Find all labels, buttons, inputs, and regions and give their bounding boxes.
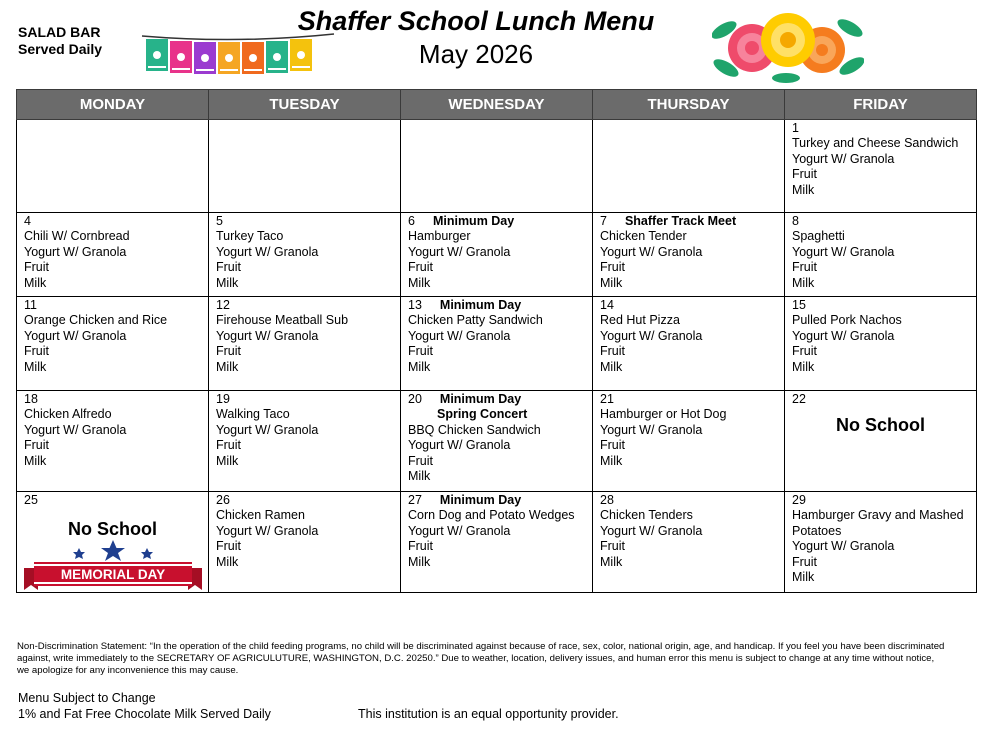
page-title: Shaffer School Lunch Menu [297,6,655,36]
day-cell-11 [17,297,209,391]
day-number: 19 [216,392,230,406]
menu-item: Firehouse Meatball Sub [216,313,349,328]
day-cell-19 [209,391,401,492]
menu-item: BBQ Chicken Sandwich [408,422,541,437]
day-number: 18 [24,392,38,406]
week-row [17,120,977,213]
day-cell-12 [209,297,401,391]
menu-item: Yogurt W/ Granola [24,244,127,259]
day-number: 7 [600,214,607,228]
menu-item: Yogurt W/ Granola [408,244,511,259]
day-number: 8 [792,214,799,228]
menu-calendar [16,89,977,593]
menu-item: Yogurt W/ Granola [600,244,703,259]
menu-item: Fruit [24,344,49,359]
menu-item: Chicken Tender [600,229,687,244]
day-cell-5 [209,213,401,297]
day-cell-empty [209,120,401,213]
menu-item: Fruit [24,438,49,453]
day-number: 4 [24,214,31,228]
menu-item: Milk [600,453,623,468]
day-cell-13 [401,297,593,391]
menu-item: Fruit [216,344,241,359]
menu-item: Yogurt W/ Granola [600,523,703,538]
menu-item: Fruit [408,260,433,275]
menu-item: Fruit [24,260,49,275]
menu-item: Fruit [408,453,433,468]
menu-item: Yogurt W/ Granola [600,328,703,343]
day-cell-20 [401,391,593,492]
menu-item: Chicken Tenders [600,508,693,523]
menu-item: Yogurt W/ Granola [792,539,895,554]
day-header [408,298,585,313]
day-header [408,214,585,229]
menu-item: Yogurt W/ Granola [216,244,319,259]
week-row [17,297,977,391]
menu-item: Orange Chicken and Rice [24,313,168,328]
menu-item: Fruit [792,554,817,569]
menu-item: Milk [600,554,623,569]
day-number: 29 [792,493,806,507]
day-note: Minimum Day [439,298,522,312]
day-note-secondary: Spring Concert [437,407,528,422]
day-cell-29 [785,492,977,593]
day-cell-7 [593,213,785,297]
day-cell-1 [785,120,977,213]
menu-item: Yogurt W/ Granola [600,422,703,437]
day-number: 21 [600,392,614,406]
menu-item: Fruit [216,260,241,275]
day-header [408,493,585,508]
day-cell-14 [593,297,785,391]
day-number: 6 [408,214,415,228]
menu-item: Corn Dog and Potato Wedges [408,508,575,523]
day-number: 13 [408,298,422,312]
menu-item: Milk [600,359,623,374]
menu-item: Milk [216,554,239,569]
menu-item: Milk [216,275,239,290]
day-number: 1 [792,121,799,135]
week-row [17,213,977,297]
menu-item: Fruit [408,539,433,554]
day-number: 11 [24,298,37,312]
menu-item: Milk [216,453,239,468]
menu-item: Fruit [600,344,625,359]
day-number: 22 [792,392,806,406]
day-cell-15 [785,297,977,391]
menu-item: Fruit [792,167,817,182]
header-tuesday: TUESDAY [209,90,401,120]
menu-item: Milk [792,275,815,290]
day-cell-empty [17,120,209,213]
header-friday: FRIDAY [785,90,977,120]
menu-item: Milk [600,275,623,290]
menu-item: Milk [792,359,815,374]
day-number: 12 [216,298,230,312]
menu-item: Chili W/ Cornbread [24,229,130,244]
day-number: 20 [408,392,422,406]
menu-item: Yogurt W/ Granola [408,523,511,538]
day-cell-empty [401,120,593,213]
non-discrimination-statement: Non-Discrimination Statement: “In the operation of the child feeding programs, no child will be discriminated against because of race, sex, color, national origin, age, and handicap. If you feel you have been discriminated against, write immediately to the SECRETARY OF AGRICULUTURE, WASHINGTON, D.C. 20250.” Due to weather, location, delivery issues, and human error this menu is subject to change at any time without notice, we apologize for any inconvenience this may cause. [17,641,945,676]
menu-item: Fruit [216,539,241,554]
menu-item: Fruit [600,260,625,275]
menu-item: Milk [408,469,431,484]
day-cell-28 [593,492,785,593]
day-number: 14 [600,298,614,312]
menu-item: Hamburger or Hot Dog [600,407,727,422]
menu-item: Fruit [600,438,625,453]
day-number: 5 [216,214,223,228]
day-cell-8 [785,213,977,297]
equal-opportunity-note: This institution is an equal opportunity provider. [358,707,619,721]
menu-item: Yogurt W/ Granola [792,151,895,166]
memorial-day-text: MEMORIAL DAY [60,567,166,582]
week-row [17,391,977,492]
salad-bar-label: SALAD BAR [18,24,101,40]
menu-item: Milk [24,275,47,290]
menu-item: Yogurt W/ Granola [792,328,895,343]
memorial-day-banner-icon [24,540,202,596]
menu-item: Milk [792,182,815,197]
menu-item: Milk [408,554,431,569]
day-header [600,214,777,229]
menu-item: Yogurt W/ Granola [792,244,895,259]
menu-item: Turkey and Cheese Sandwich [792,136,959,151]
menu-item: Yogurt W/ Granola [216,422,319,437]
day-number: 26 [216,493,230,507]
served-daily-label: Served Daily [18,41,103,57]
menu-item: Fruit [792,344,817,359]
menu-item: Yogurt W/ Granola [408,438,511,453]
menu-item: Yogurt W/ Granola [408,328,511,343]
day-note: Shaffer Track Meet [624,214,737,228]
menu-item: Chicken Ramen [216,508,305,523]
menu-item: Milk [24,453,47,468]
menu-item: Chicken Patty Sandwich [408,313,543,328]
day-note: Minimum Day [439,392,522,406]
menu-item: Chicken Alfredo [24,407,112,422]
no-school-label: No School [68,519,157,539]
day-cell-6 [401,213,593,297]
weekday-header-row [17,90,977,120]
day-number: 28 [600,493,614,507]
menu-item: Fruit [408,344,433,359]
day-number: 15 [792,298,806,312]
menu-item: Hamburger [408,229,471,244]
day-cell-empty [593,120,785,213]
day-cell-22 [785,391,977,492]
day-number: 25 [24,493,38,507]
menu-item: Yogurt W/ Granola [24,328,127,343]
day-cell-26 [209,492,401,593]
day-cell-18 [17,391,209,492]
menu-item: Fruit [792,260,817,275]
menu-item: Milk [792,570,815,585]
menu-item: Milk [216,359,239,374]
menu-item: Milk [24,359,47,374]
menu-item: Yogurt W/ Granola [216,523,319,538]
milk-note: 1% and Fat Free Chocolate Milk Served Daily [18,707,271,721]
menu-item: Walking Taco [216,407,290,422]
salad-bar-note [18,24,102,58]
flowers-decoration-icon [712,6,864,86]
menu-item: Red Hut Pizza [600,313,680,328]
menu-item: Spaghetti [792,229,845,244]
week-row [17,492,977,593]
menu-item: Milk [408,359,431,374]
day-note: Minimum Day [432,214,515,228]
day-note: Minimum Day [439,493,522,507]
header-wednesday: WEDNESDAY [401,90,593,120]
day-cell-25 [17,492,209,593]
menu-item: Milk [408,275,431,290]
menu-item: Hamburger Gravy and Mashed Potatoes [792,508,964,538]
menu-item: Pulled Pork Nachos [792,313,902,328]
menu-item: Turkey Taco [216,229,284,244]
menu-item: Yogurt W/ Granola [24,422,127,437]
no-school-label: No School [836,415,925,436]
day-cell-21 [593,391,785,492]
menu-change-note: Menu Subject to Change [18,691,156,705]
header-monday: MONDAY [17,90,209,120]
menu-item: Yogurt W/ Granola [216,328,319,343]
menu-item: Fruit [600,539,625,554]
header-thursday: THURSDAY [593,90,785,120]
page-subtitle: May 2026 [418,39,534,69]
day-number: 27 [408,493,422,507]
day-header [408,392,585,407]
menu-item: Fruit [216,438,241,453]
day-cell-4 [17,213,209,297]
day-cell-27 [401,492,593,593]
